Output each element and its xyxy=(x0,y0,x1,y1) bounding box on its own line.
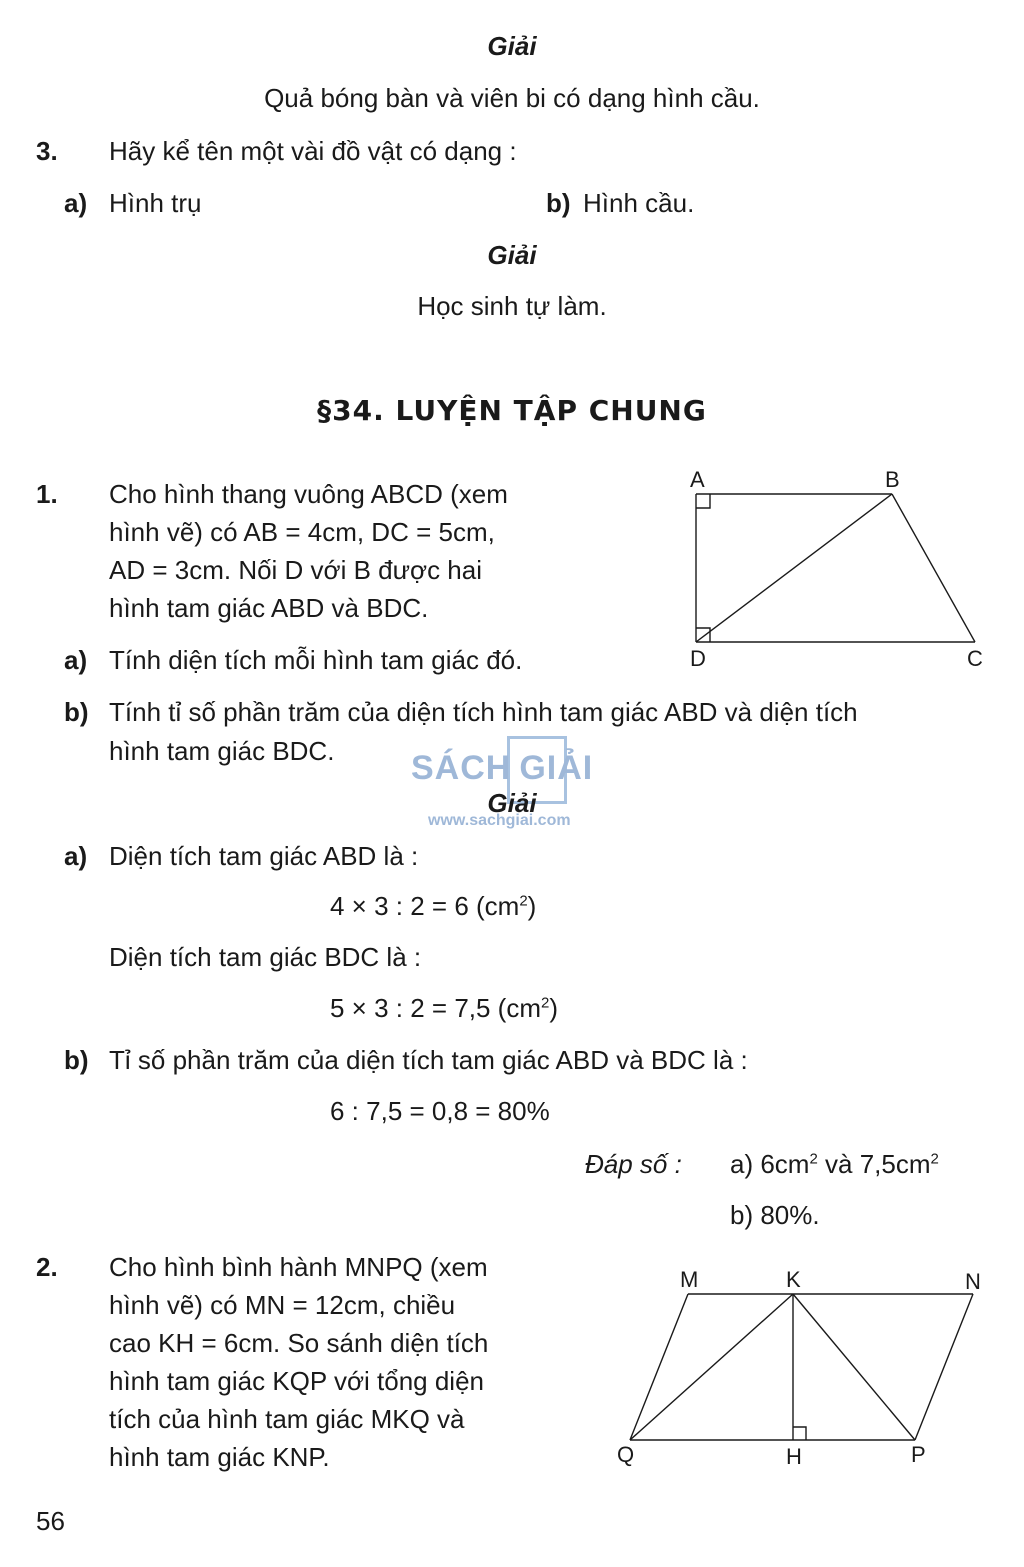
problem-2-line: hình tam giác KQP với tổng diện xyxy=(109,1366,485,1396)
segment-np xyxy=(915,1294,973,1440)
segment-kq xyxy=(630,1294,793,1440)
watermark-url: www.sachgiai.com xyxy=(428,812,571,829)
segment-kp xyxy=(793,1294,915,1440)
watermark-logo: SÁCH GIẢI xyxy=(411,749,594,787)
problem-1b-text: Tính tỉ số phần trăm của diện tích hình tam giác ABD và diện tích xyxy=(109,697,858,727)
problem-1-line: hình vẽ) có AB = 4cm, DC = 5cm, xyxy=(109,517,495,547)
solution-1a-label: a) xyxy=(64,841,88,871)
right-angle-mark-a xyxy=(696,494,710,508)
problem-1b-label: b) xyxy=(64,697,89,727)
point-label-p: P xyxy=(911,1442,926,1467)
question-3b-label: b) xyxy=(546,188,571,218)
problem-2-line: hình vẽ) có MN = 12cm, chiều xyxy=(109,1290,456,1320)
problem-2-line: tích của hình tam giác MKQ và xyxy=(109,1404,465,1434)
section-title: §34. LUYỆN TẬP CHUNG xyxy=(317,394,707,427)
problem-1a-text: Tính diện tích mỗi hình tam giác đó. xyxy=(109,645,523,675)
problem-1a-label: a) xyxy=(64,645,88,675)
point-label-d: D xyxy=(690,646,706,671)
right-angle-mark-h xyxy=(793,1427,806,1440)
solution-1b-text: Tỉ số phần trăm của diện tích tam giác ABD và BDC là : xyxy=(109,1045,748,1075)
problem-1-line: Cho hình thang vuông ABCD (xem xyxy=(109,479,508,509)
point-label-m: M xyxy=(680,1267,699,1292)
problem-1-line: hình tam giác ABD và BDC. xyxy=(109,593,429,623)
point-label-n: N xyxy=(965,1269,981,1294)
question-3-number: 3. xyxy=(36,136,58,166)
parallelogram-figure xyxy=(605,1262,1005,1477)
point-label-b: B xyxy=(885,467,900,492)
problem-1b-text: hình tam giác BDC. xyxy=(109,736,335,766)
question-3a-label: a) xyxy=(64,188,88,218)
segment-db xyxy=(696,494,892,642)
segment-bc xyxy=(892,494,975,642)
problem-2-number: 2. xyxy=(36,1252,58,1282)
question-3a-text: Hình trụ xyxy=(109,188,202,218)
calculation-bdc: 5 × 3 : 2 = 7,5 $(cm^2)$ xyxy=(330,993,559,1023)
solution-1b-label: b) xyxy=(64,1045,89,1075)
calculation-abd: 4 × 3 : 2 = 6 $(cm^2)$ xyxy=(330,891,537,921)
trapezoid-figure xyxy=(680,462,1000,677)
answer-a: a) $6cm^2$ và $7,5cm^2$ xyxy=(730,1149,939,1179)
problem-2-line: hình tam giác KNP. xyxy=(109,1442,330,1472)
point-label-k: K xyxy=(786,1267,801,1292)
previous-answer: Quả bóng bàn và viên bi có dạng hình cầu. xyxy=(264,83,760,113)
question-3-answer: Học sinh tự làm. xyxy=(417,291,607,321)
giai-heading: Giải xyxy=(487,788,537,818)
point-label-c: C xyxy=(967,646,983,671)
giai-heading: Giải xyxy=(487,240,537,270)
question-3-text: Hãy kể tên một vài đồ vật có dạng : xyxy=(109,136,517,166)
giai-heading: Giải xyxy=(487,31,537,61)
solution-1a-text2: Diện tích tam giác BDC là : xyxy=(109,942,422,972)
point-label-a: A xyxy=(690,467,705,492)
answer-b: b) 80%. xyxy=(730,1200,820,1230)
problem-1-line: AD = 3cm. Nối D với B được hai xyxy=(109,555,483,585)
problem-1-number: 1. xyxy=(36,479,58,509)
point-label-h: H xyxy=(786,1444,802,1469)
solution-1a-text: Diện tích tam giác ABD là : xyxy=(109,841,419,871)
problem-2-line: cao KH = 6cm. So sánh diện tích xyxy=(109,1328,489,1358)
point-label-q: Q xyxy=(617,1442,635,1467)
question-3b-text: Hình cầu. xyxy=(583,188,695,218)
segment-qm xyxy=(630,1294,688,1440)
answer-label: Đáp số : xyxy=(585,1149,682,1179)
calculation-ratio: 6 : 7,5 = 0,8 = 80% xyxy=(330,1096,550,1126)
page-number: 56 xyxy=(36,1506,65,1536)
problem-2-line: Cho hình bình hành MNPQ (xem xyxy=(109,1252,488,1282)
